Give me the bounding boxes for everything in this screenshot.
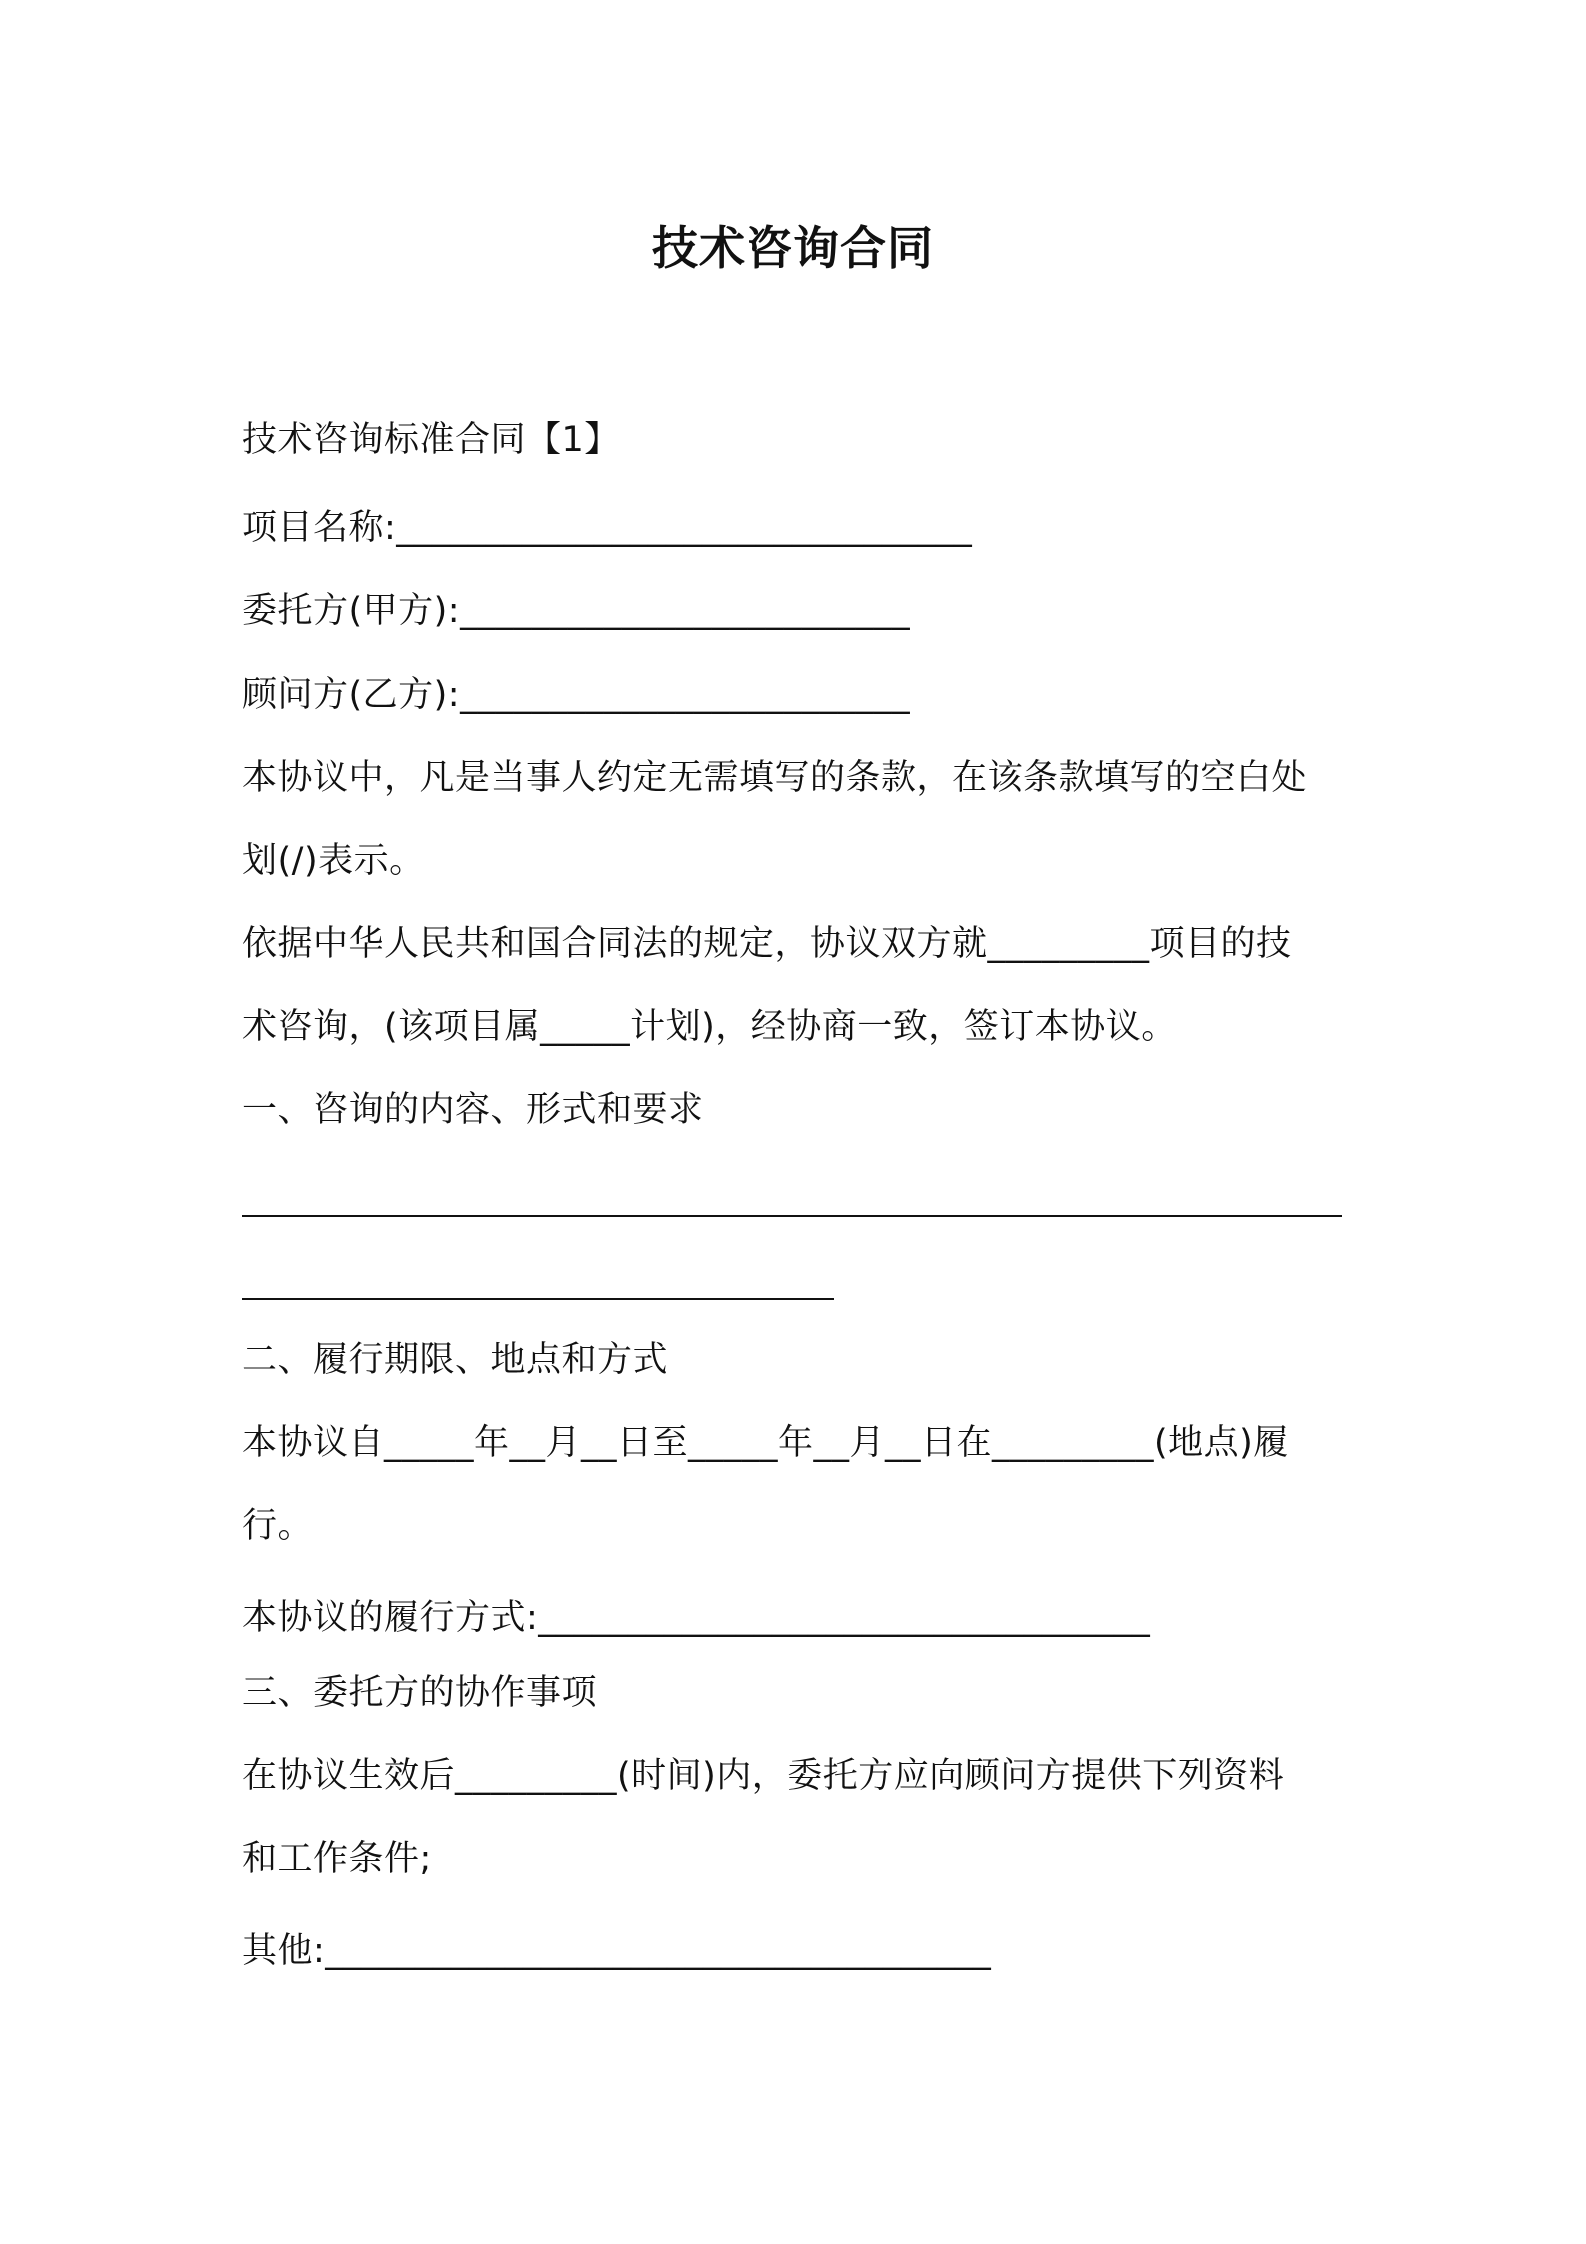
basis-paragraph-line-1: 依据中华人民共和国合同法的规定，协议双方就_________项目的技 — [242, 924, 1292, 964]
other-field: 其他:_____________________________________ — [242, 1931, 992, 1971]
section-1-blank-line-1 — [242, 1215, 1342, 1217]
project-name-field: 项目名称:________________________________ — [242, 508, 973, 548]
section-1-heading: 一、咨询的内容、形式和要求 — [242, 1090, 704, 1130]
term-paragraph-line-2: 行。 — [242, 1506, 314, 1546]
cooperation-paragraph-line-1: 在协议生效后_________(时间)内，委托方应向顾问方提供下列资料 — [242, 1756, 1285, 1796]
cooperation-paragraph-line-2: 和工作条件; — [242, 1839, 432, 1879]
term-paragraph-line-1: 本协议自_____年__月__日至_____年__月__日在_________(地点)履 — [242, 1423, 1289, 1463]
basis-paragraph-line-2: 术咨询，(该项目属_____计划)，经协商一致，签订本协议。 — [242, 1007, 1177, 1047]
consultant-party-field: 顾问方(乙方):_________________________ — [242, 675, 911, 715]
note-paragraph-line-1: 本协议中，凡是当事人约定无需填写的条款，在该条款填写的空白处 — [242, 758, 1308, 798]
contract-subtitle: 技术咨询标准合同【1】 — [242, 420, 620, 460]
document-title: 技术咨询合同 — [652, 221, 934, 275]
note-paragraph-line-2: 划(/)表示。 — [242, 841, 425, 881]
section-1-blank-line-2 — [242, 1298, 834, 1300]
section-3-heading: 三、委托方的协作事项 — [242, 1673, 598, 1713]
section-2-heading: 二、履行期限、地点和方式 — [242, 1340, 669, 1380]
performance-method-field: 本协议的履行方式:__________________________________ — [242, 1598, 1151, 1638]
client-party-field: 委托方(甲方):_________________________ — [242, 591, 911, 631]
